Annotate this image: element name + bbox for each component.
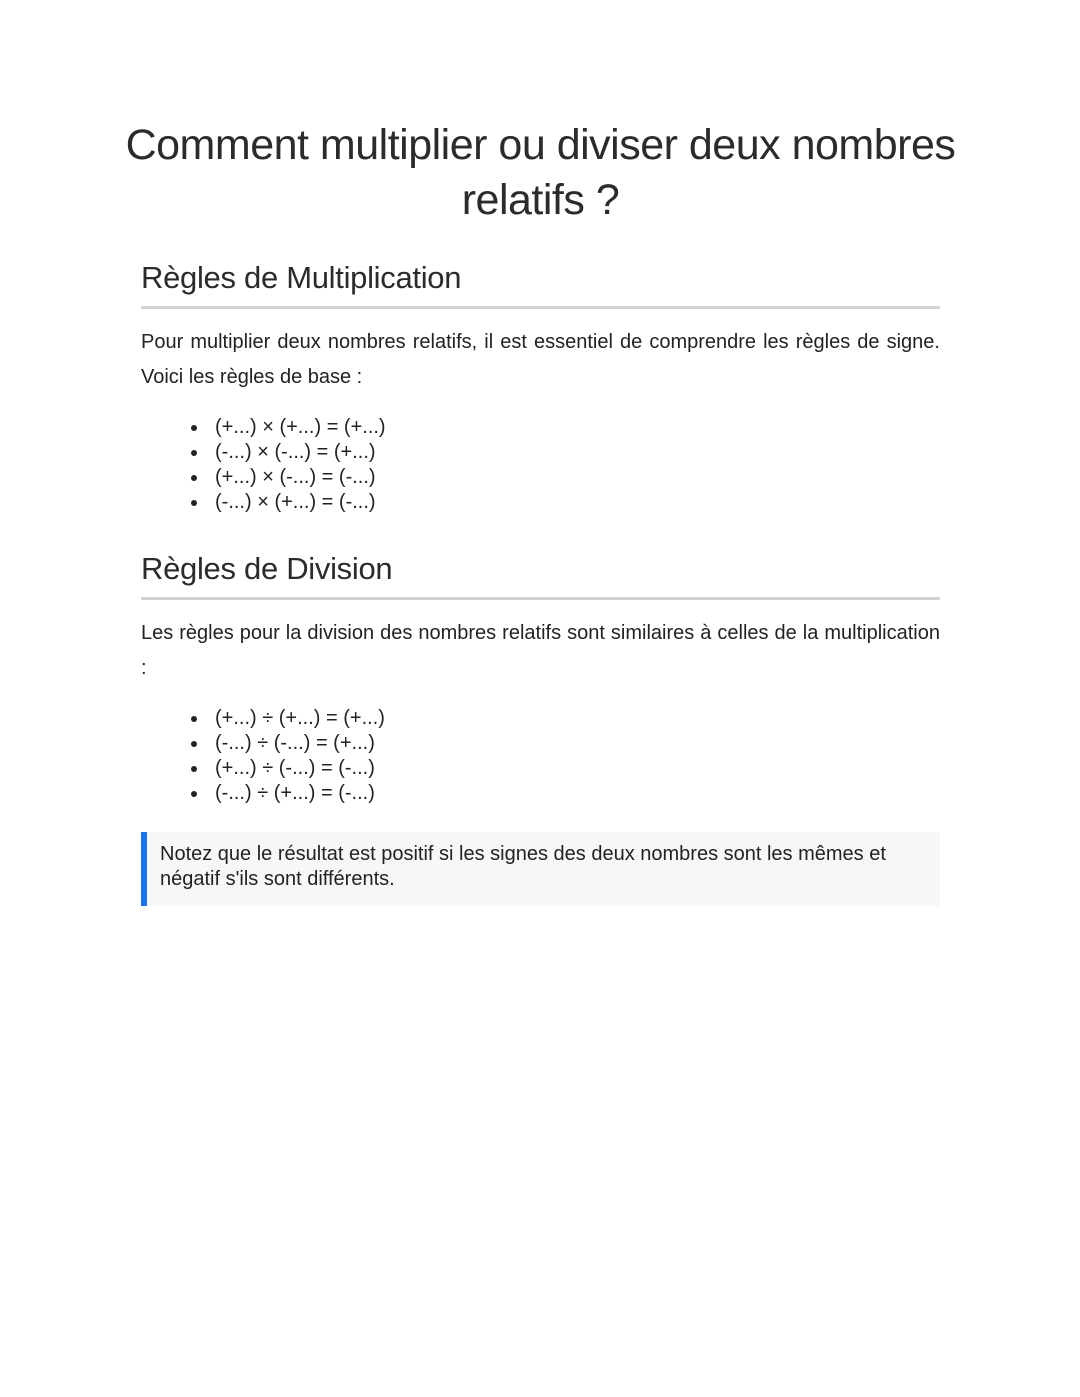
rule-text: (+...) × (+...) = (+...) <box>215 416 386 438</box>
rule-text: (-...) × (-...) = (+...) <box>215 441 376 463</box>
bullet-icon <box>191 450 197 456</box>
bullet-icon <box>191 791 197 797</box>
section-heading-division: Règles de Division <box>141 549 940 600</box>
list-item <box>191 756 385 781</box>
list-item <box>191 465 386 490</box>
bullet-icon <box>191 741 197 747</box>
list-item <box>191 440 386 465</box>
list-item <box>191 415 386 440</box>
bullet-icon <box>191 475 197 481</box>
rule-text: (-...) × (+...) = (-...) <box>215 491 376 513</box>
list-item <box>191 706 385 731</box>
rule-text: (-...) ÷ (-...) = (+...) <box>215 732 375 754</box>
list-item <box>191 731 385 756</box>
bullet-icon <box>191 766 197 772</box>
bullet-icon <box>191 425 197 431</box>
rule-text: (+...) × (-...) = (-...) <box>215 466 376 488</box>
bullet-icon <box>191 716 197 722</box>
rule-text: (+...) ÷ (+...) = (+...) <box>215 707 385 729</box>
list-item <box>191 781 385 806</box>
rule-text: (-...) ÷ (+...) = (-...) <box>215 782 375 804</box>
bullet-icon <box>191 500 197 506</box>
section-heading-multiplication: Règles de Multiplication <box>141 258 940 309</box>
list-item <box>191 490 386 515</box>
rule-text: (+...) ÷ (-...) = (-...) <box>215 757 375 779</box>
multiplication-rules-list <box>191 415 386 515</box>
page-title: Comment multiplier ou diviser deux nombres relatifs ? <box>125 121 956 224</box>
note-callout <box>141 832 940 906</box>
note-text: Notez que le résultat est positif si les signes des deux nombres sont les mêmes et négatif s'ils sont différents. <box>160 843 886 890</box>
division-intro: Les règles pour la division des nombres relatifs sont similaires à celles de la multiplication : <box>141 622 940 679</box>
division-rules-list <box>191 706 385 806</box>
multiplication-intro: Pour multiplier deux nombres relatifs, il est essentiel de comprendre les règles de signe. Voici les règles de base : <box>141 331 940 388</box>
